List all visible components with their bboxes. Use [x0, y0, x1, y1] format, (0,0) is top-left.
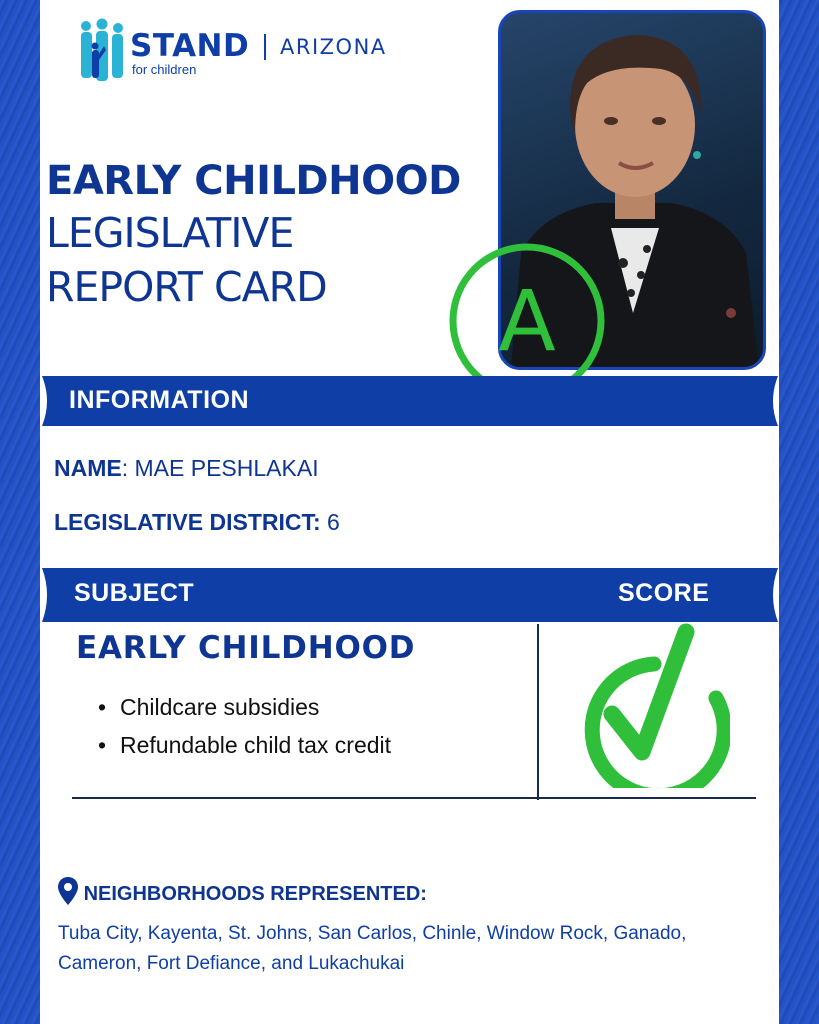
district-value: 6: [327, 509, 340, 535]
table-divider-vertical: [537, 624, 539, 800]
subject-items: [98, 688, 391, 764]
checkmark-icon: [570, 622, 730, 788]
name-label: NAME: [54, 455, 122, 481]
name-value: MAE PESHLAKAI: [134, 455, 319, 481]
legislative-district: [54, 509, 340, 536]
neighborhoods-list: Tuba City, Kayenta, St. Johns, San Carlos, Chinle, Window Rock, Ganado, Cameron, Fort Defiance, and Lukachukai: [58, 923, 687, 974]
information-header: INFORMATION: [69, 386, 250, 414]
score-header: SCORE: [618, 579, 710, 607]
brand-tagline: for children: [132, 62, 197, 77]
legislator-name: NAME: MAE PESHLAKAI: [54, 455, 319, 481]
neighborhoods-section: [58, 877, 738, 979]
list-item: • Refundable child tax credit: [98, 726, 391, 764]
subject-title: EARLY CHILDHOOD: [76, 630, 416, 666]
page-title: [46, 156, 461, 314]
title-line-1: EARLY CHILDHOOD: [46, 158, 461, 204]
logo-divider: [264, 34, 266, 60]
brand-name: STAND: [130, 28, 250, 64]
title-line-3: REPORT CARD: [46, 263, 327, 311]
subject-header: SUBJECT: [74, 579, 195, 607]
children-figures-icon: [78, 18, 128, 84]
map-pin-icon: [58, 877, 78, 911]
brand-state: ARIZONA: [280, 35, 387, 59]
grade-letter: A: [498, 272, 556, 370]
district-label: LEGISLATIVE DISTRICT:: [54, 509, 321, 535]
list-item: • Childcare subsidies: [98, 688, 391, 726]
table-divider-horizontal: [72, 797, 756, 799]
title-line-2: LEGISLATIVE: [46, 209, 294, 257]
neighborhoods-title: [58, 877, 738, 911]
neighborhoods-title-text: NEIGHBORHOODS REPRESENTED:: [83, 882, 427, 905]
